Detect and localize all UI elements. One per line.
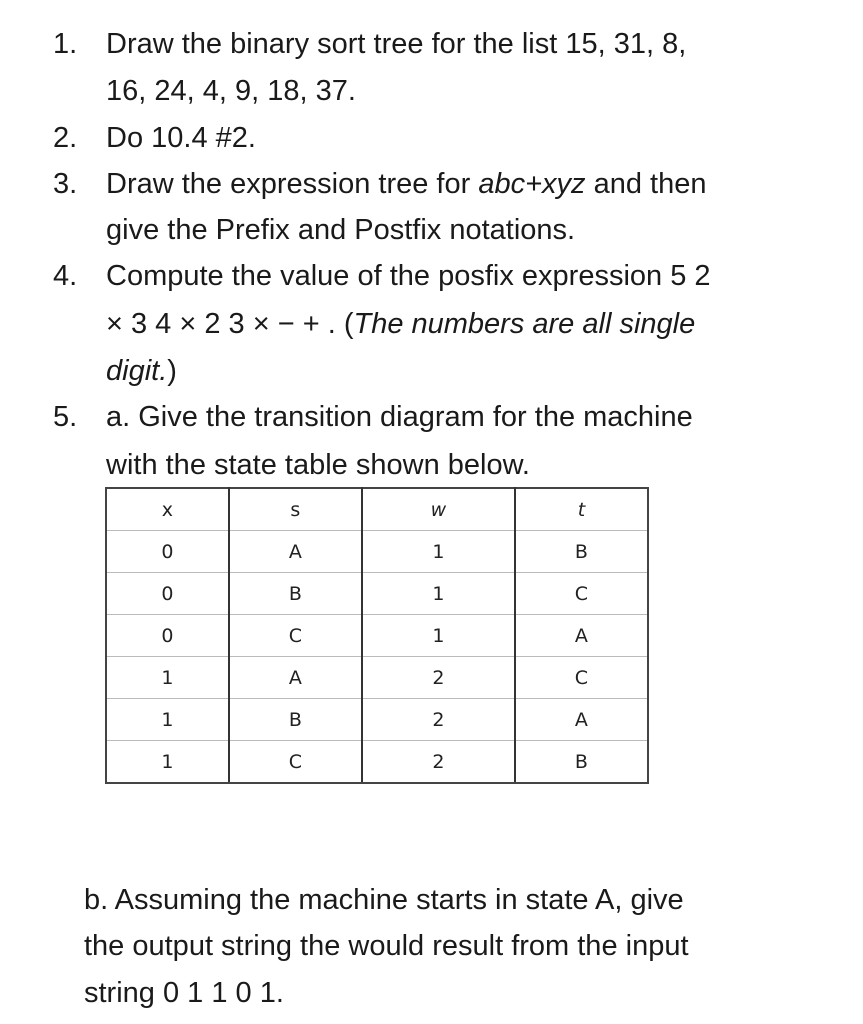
cell-w: 1 [362,615,515,657]
part-b-line: string 0 1 1 0 1. [84,977,284,1009]
cell-x: 0 [106,531,229,573]
table-row [106,657,648,699]
question-number: 1. [53,28,78,60]
expression-italic: abc+xyz [478,168,586,200]
question-text-line: Do 10.4 #2. [106,122,256,154]
cell-s: A [229,531,362,573]
cell-w: 1 [362,531,515,573]
cell-s: B [229,573,362,615]
cell-t: C [515,657,648,699]
cell-s: B [229,699,362,741]
question-number: 3. [53,168,78,200]
header-x: x [106,488,229,531]
question-text-line: Compute the value of the posfix expression 5 2 [106,260,711,292]
question-number: 2. [53,122,78,154]
note-italic: The numbers are all single [353,308,696,340]
header-t: t [515,488,648,531]
part-b-line: the output string the would result from the input [84,930,689,962]
cell-t: C [515,573,648,615]
text-segment: × 3 4 × 2 3 × − + . ( [106,308,354,340]
cell-x: 0 [106,615,229,657]
text-segment: and then [585,168,707,200]
question-text-line: 16, 24, 4, 9, 18, 37. [106,75,356,107]
header-w: w [362,488,515,531]
question-number: 5. [53,401,78,433]
question-text-line: a. Give the transition diagram for the machine [106,401,693,433]
cell-x: 1 [106,741,229,784]
cell-t: A [515,699,648,741]
question-text-line: give the Prefix and Postfix notations. [106,214,576,246]
cell-x: 0 [106,573,229,615]
table-header-row [106,488,648,531]
cell-s: C [229,741,362,784]
cell-t: A [515,615,648,657]
table-row [106,741,648,784]
cell-x: 1 [106,657,229,699]
question-number: 4. [53,260,78,292]
table-row [106,531,648,573]
text-segment: Draw the expression tree for [106,168,479,200]
text-segment: ) [167,355,177,387]
note-italic: digit. [106,355,168,387]
cell-w: 2 [362,699,515,741]
question-text-line: Draw the binary sort tree for the list 15, 31, 8, [106,28,687,60]
table-row [106,699,648,741]
cell-s: A [229,657,362,699]
question-text-line [106,161,706,207]
state-table [105,487,649,784]
part-b-line: b. Assuming the machine starts in state A, give [84,884,684,916]
header-s: s [229,488,362,531]
cell-w: 2 [362,657,515,699]
question-text-line [106,348,177,394]
question-text-line: with the state table shown below. [106,449,530,481]
cell-t: B [515,531,648,573]
cell-s: C [229,615,362,657]
cell-w: 1 [362,573,515,615]
table-row [106,615,648,657]
question-text-line [106,301,695,347]
cell-t: B [515,741,648,784]
cell-w: 2 [362,741,515,784]
cell-x: 1 [106,699,229,741]
table-row [106,573,648,615]
